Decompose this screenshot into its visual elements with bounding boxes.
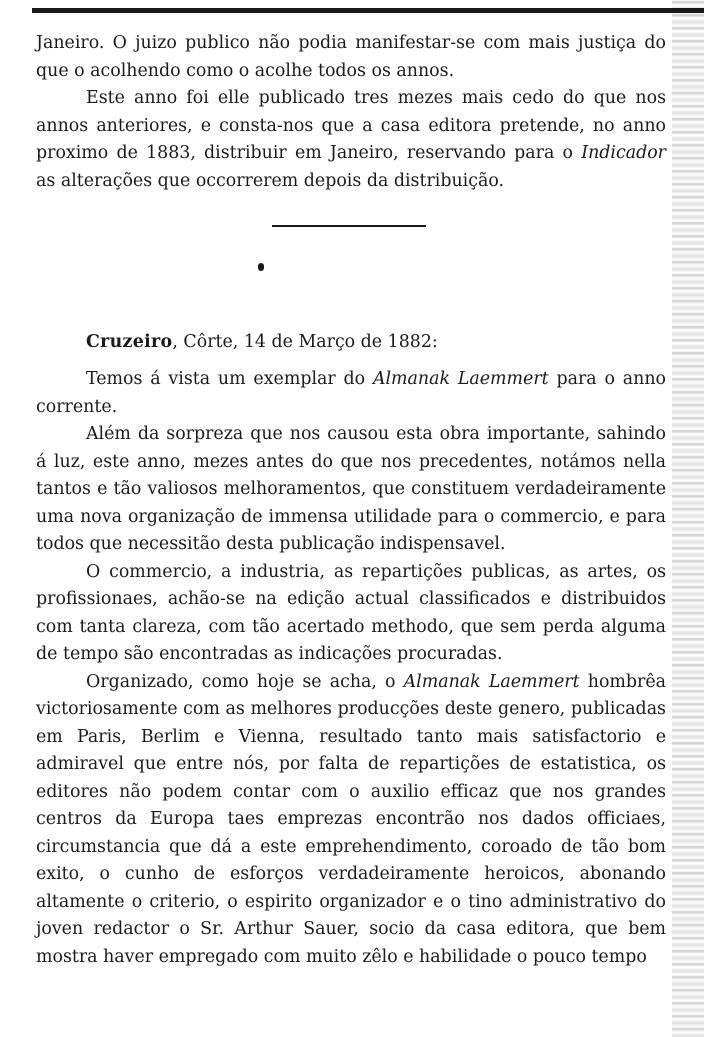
- para2-italic-indicador: Indicador: [581, 143, 666, 163]
- paragraph-sorpreza: Além da sorpreza que nos causou esta obra importante, sahindo á luz, este anno, mezes antes do que nos precedentes, notámos nella tantos e tão valiosos melhoramentos, que constituem verdadeiramente uma nova organização de immensa utilidade para o commercio, e para todos que necessitão desta publicação indispensavel.: [36, 424, 666, 554]
- section-heading: [36, 329, 666, 357]
- paragraph-almanak-exemplar: [36, 366, 666, 421]
- paragraph-commercio: O commercio, a industria, as repartições publicas, as artes, os profissionaes, achão-se na edição actual classificados e distribuidos com tanta clareza, com tão acertado methodo, que sem perda alguma de tempo são encontradas as indicações procuradas.: [36, 561, 666, 664]
- paragraph-publication-date: [36, 85, 666, 195]
- paragraph-organizado: [36, 669, 666, 972]
- p4-italic-almanak: Almanak Laemmert: [403, 671, 580, 692]
- para2-text-b: as alterações que occorrerem depois da distribuição.: [36, 170, 505, 191]
- para2-text-a: Este anno foi elle publicado tres mezes mais cedo do que nos annos anteriores, e consta-nos que a casa editora pretende, no anno proximo de 1883, distribuir em Janeiro, reservando para o: [36, 88, 666, 163]
- p1-text-a: Temos á vista um exemplar do: [86, 369, 373, 389]
- p4-text-b: hombrêa victoriosamente com as melhores producções deste genero, publicadas em Paris, Berlim e Vienna, resultado tanto mais satisfactorio e admiravel que entre nós, por falta de repartições de estatistica, os editores não podem contar com o auxilio efficaz que nos grandes centros da Europa taes emprezas encontrão nos dados officiaes, circumstancia que dá a este emprehendimento, coroado de tão bom exito, o cunho de esforços verdadeiramente heroicos, abonando altamente o criterio, o espirito organizador e o tino administrativo do joven redactor o Sr. Arthur Sauer, socio da casa editora, que bem mostra haver empregado com muito zêlo e habilidade o pouco tempo: [36, 671, 667, 967]
- page-edge-scan-artifact: [672, 0, 704, 1037]
- p1-italic-almanak: Almanak Laemmert: [372, 369, 549, 389]
- continuation-paragraph: [36, 30, 666, 85]
- dateline: , Côrte, 14 de Março de 1882:: [172, 331, 438, 352]
- ink-dot-mark: [258, 263, 264, 271]
- page-body: [36, 30, 666, 971]
- top-border-rule: [32, 8, 704, 13]
- continuation-line-2: que o acolhendo como o acolhe todos os annos.: [36, 60, 455, 81]
- continuation-line-1: Janeiro. O juizo publico não podia manifestar-se com mais justiça do: [36, 33, 666, 53]
- p1-text-b: para o anno corrente.: [36, 369, 666, 417]
- publication-name: Cruzeiro: [86, 331, 173, 352]
- section-divider-rule: [272, 225, 426, 227]
- p4-text-a: Organizado, como hoje se acha, o: [86, 671, 404, 692]
